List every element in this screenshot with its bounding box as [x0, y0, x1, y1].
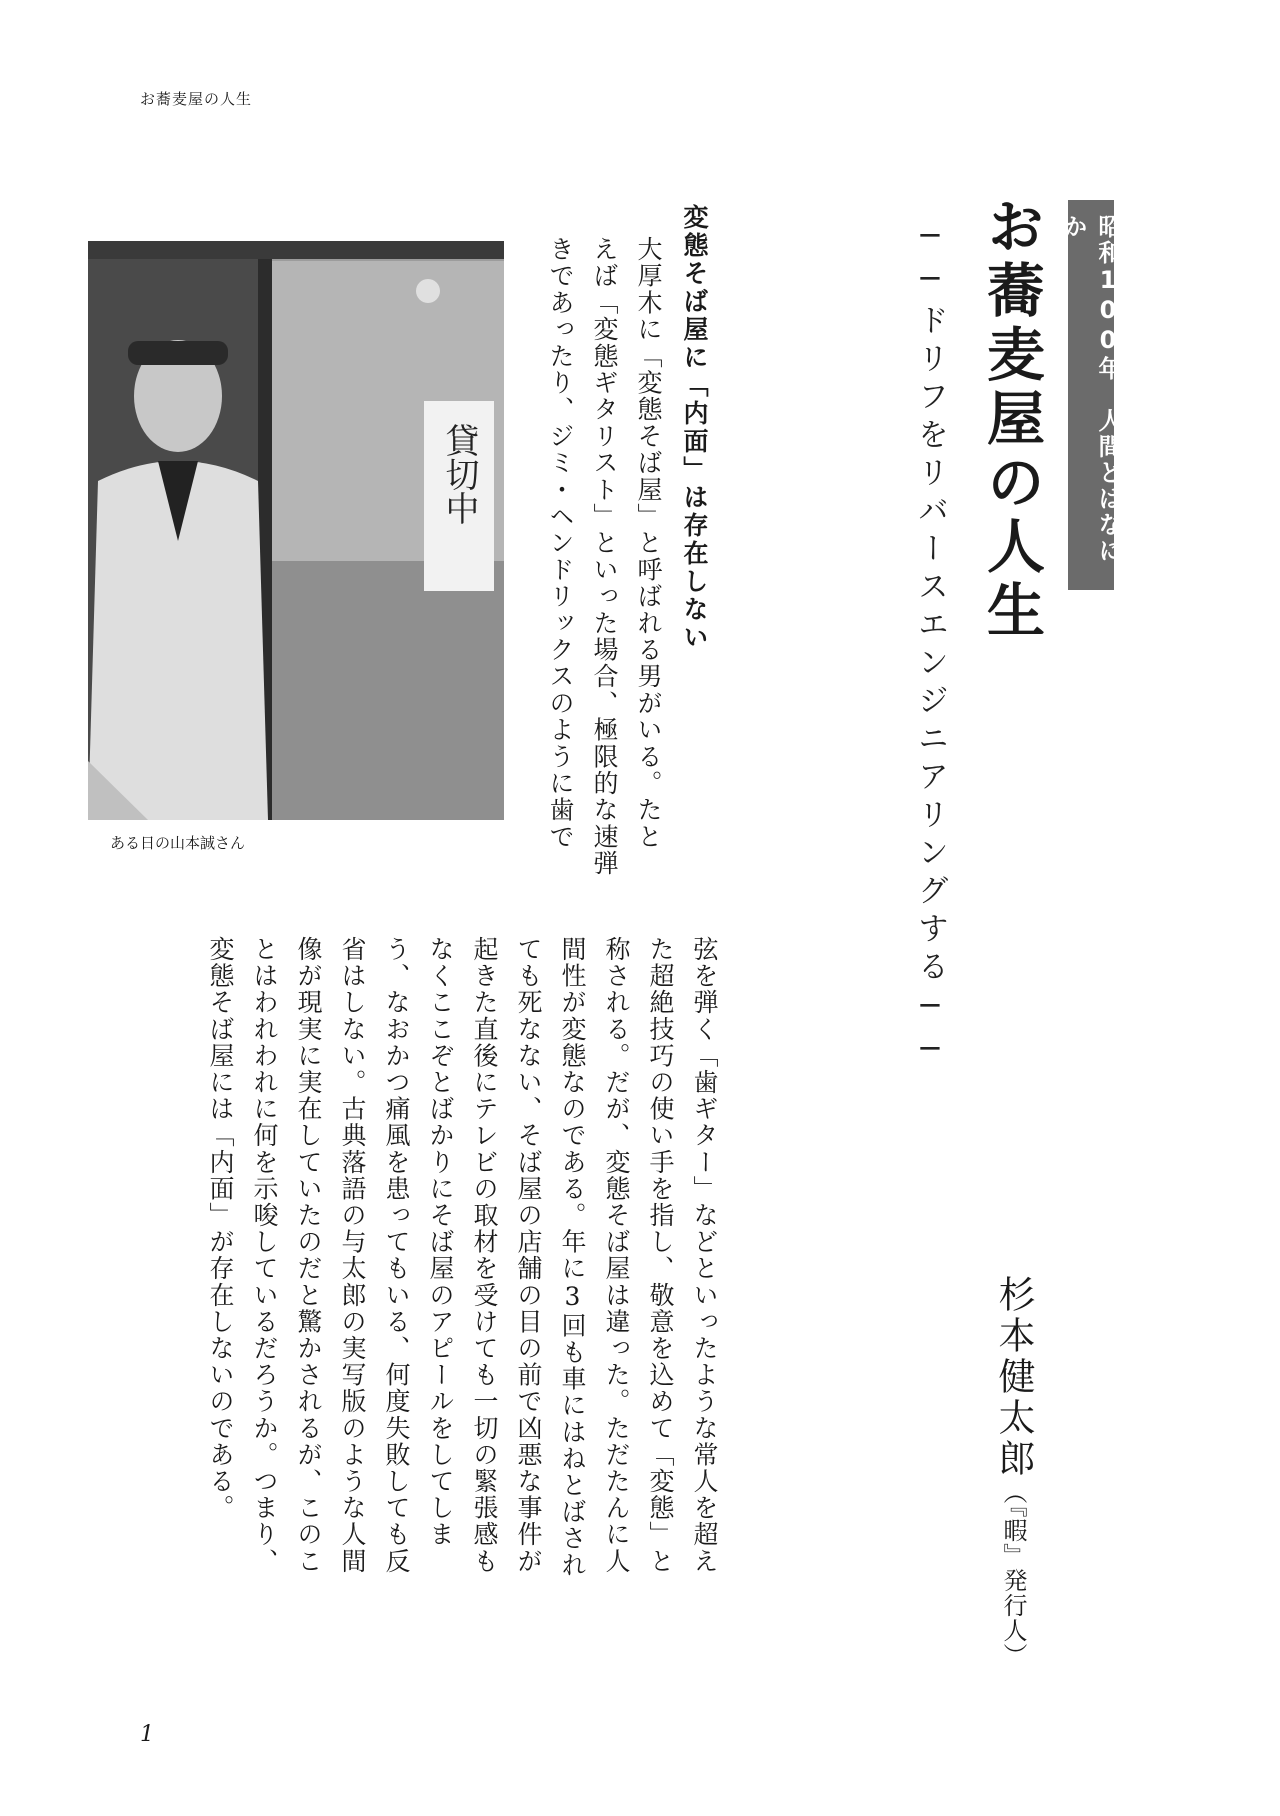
shop-owner-photo — [88, 241, 504, 820]
body-column: 大厚木に「変態そば屋」と呼ばれる男がいる。たと — [634, 236, 663, 851]
body-column: 称される。だが、変態そば屋は違った。ただたんに人 — [602, 936, 631, 1575]
author-byline — [992, 1275, 1035, 1668]
body-text-top — [538, 236, 670, 884]
author-affiliation: （『暇』発行人） — [999, 1480, 1027, 1668]
page-number: 1 — [140, 1722, 154, 1747]
author-name: 杉本健太郎 — [992, 1275, 1035, 1480]
body-column: えば「変態ギタリスト」といった場合、極限的な速弾 — [590, 236, 619, 877]
body-column: 弦を弾く「歯ギター」などといったような常人を超え — [690, 936, 719, 1575]
body-column: た超絶技巧の使い手を指し、敬意を込めて「変態」と — [646, 936, 675, 1575]
running-header: お蕎麦屋の人生 — [140, 90, 253, 108]
body-column: なくここぞとばかりにそば屋のアピールをしてしま — [426, 936, 455, 1548]
body-column: とはわれわれに何を示唆しているだろうか。つまり、 — [250, 936, 279, 1575]
body-text-bottom — [198, 936, 726, 1641]
body-column: 起きた直後にテレビの取材を受けても一切の緊張感も — [470, 936, 499, 1575]
body-column: 省はしない。古典落語の与太郎の実写版のような人間 — [338, 936, 367, 1575]
photo-illustration — [88, 241, 504, 820]
photo-sign-text: 貸切中 — [439, 423, 479, 525]
article-subtitle: ──ドリフをリバースエンジニアリングする── — [912, 218, 948, 1074]
body-column: 間性が変態なのである。年に3回も車にはねとばされ — [558, 936, 587, 1579]
body-column: 変態そば屋には「内面」が存在しないのである。 — [206, 936, 235, 1522]
body-column: う、なおかつ痛風を患ってもいる、何度失敗しても反 — [382, 936, 411, 1575]
photo-caption: ある日の山本誠さん — [110, 834, 246, 852]
body-column: 像が現実に実在していたのだと驚かされるが、このこ — [294, 936, 323, 1575]
series-badge — [1059, 200, 1122, 590]
article-title: お蕎麦屋の人生 — [977, 196, 1045, 644]
body-column: きであったり、ジミ・ヘンドリックスのように歯で — [546, 236, 575, 851]
series-badge-text: 昭和100年 人間とはなにか — [1059, 214, 1122, 564]
section-heading: 変態そば屋に「内面」は存在しない — [680, 204, 709, 652]
body-column: ても死なない、そば屋の店舗の目の前で凶悪な事件が — [514, 936, 543, 1575]
